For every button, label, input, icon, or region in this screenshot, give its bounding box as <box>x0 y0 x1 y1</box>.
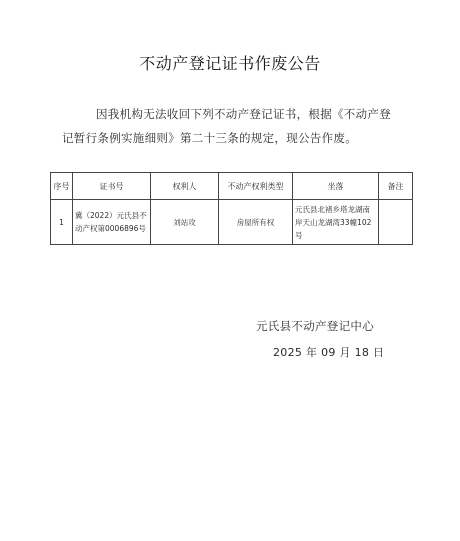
notice-paragraph: 因我机构无法收回下列不动产登记证书，根据《不动产登记暂行条例实施细则》第二十三条的规定，现公告作废。 <box>62 107 391 145</box>
header-location: 坐落 <box>293 173 379 200</box>
header-right-type: 不动产权利类型 <box>219 173 293 200</box>
cell-location: 元氏县北褚乡塔龙湖南岸天山龙湖湾33幢102号 <box>293 200 379 245</box>
signature-date: 2025 年 09 月 18 日 <box>273 346 385 359</box>
header-index: 序号 <box>51 173 73 200</box>
cell-right-type: 房屋所有权 <box>219 200 293 245</box>
cell-note <box>379 200 413 245</box>
header-certificate-no: 证书号 <box>73 173 151 200</box>
notice-table <box>50 172 413 245</box>
header-owner: 权利人 <box>151 173 219 200</box>
cell-certificate-no: 冀（2022）元氏县不动产权第0006896号 <box>73 200 151 245</box>
notice-title: 不动产登记证书作废公告 <box>139 54 321 73</box>
header-note: 备注 <box>379 173 413 200</box>
table-row <box>51 200 413 245</box>
signature-organization: 元氏县不动产登记中心 <box>256 319 374 333</box>
cell-owner: 刘站攻 <box>151 200 219 245</box>
table-header-row <box>51 173 413 200</box>
cell-index: 1 <box>51 200 73 245</box>
